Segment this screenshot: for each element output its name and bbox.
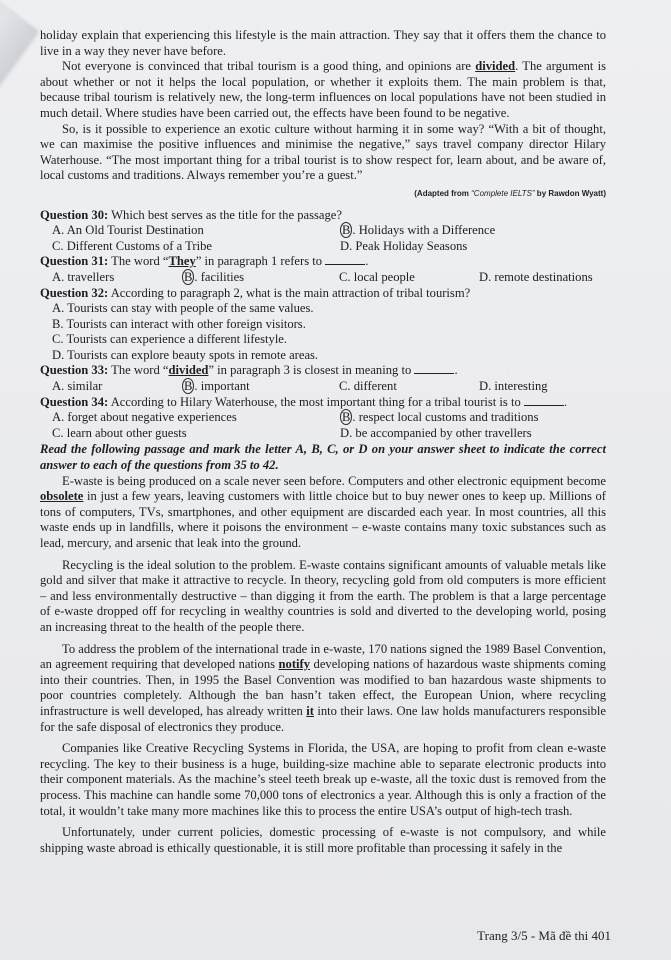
question-stem: According to Hilary Waterhouse, the most important thing for a tribal tourist is to <box>110 394 521 409</box>
passage2-paragraph-3 <box>40 642 606 736</box>
question-30-options <box>40 223 606 254</box>
hand-drawn-circle-mark: B <box>184 379 193 394</box>
option-d[interactable]: D. interesting <box>479 379 548 394</box>
question-label: Question 32: <box>40 285 109 300</box>
stem-part: The word “ <box>111 363 169 378</box>
question-32-options <box>40 301 606 363</box>
text-span: into their laws. One law holds manufacturers responsible for the safe disposal of electronics they produce. <box>40 703 606 734</box>
option-a[interactable]: A. An Old Tourist Destination <box>52 223 204 238</box>
question-34: Question 34: According to Hilary Waterhouse, the most important thing for a tribal tourist is to . <box>40 394 568 409</box>
stem-part: ” in paragraph 3 is closest in meaning to <box>208 363 412 378</box>
passage1-paragraph-2 <box>40 59 606 121</box>
option-a[interactable]: A. similar <box>52 379 103 394</box>
question-stem: Which best serves as the title for the passage? <box>111 207 342 222</box>
page-content <box>40 28 606 856</box>
question-label: Question 33: <box>40 363 109 378</box>
option-b-marked[interactable]: B . Holidays with a Difference <box>342 223 496 238</box>
answer-blank <box>414 363 454 374</box>
text-span: in just a few years, leaving customers with little choice but to buy newer ones to keep up. Millions of tons of computers, TVs, smartphones, and other equipment are discarded each year. In most countries, all this waste ends up in landfills, where it poisons the environment – e-waste contains many toxic substances such as lead, mercury, and arsenic that leak into the ground. <box>40 489 606 550</box>
underlined-word-obsolete: obsolete <box>40 489 84 504</box>
page-footer: Trang 3/5 - Mã đề thi 401 <box>477 928 611 943</box>
option-d[interactable]: D. Tourists can explore beauty spots in remote areas. <box>52 347 319 362</box>
option-b-marked[interactable]: B . facilities <box>184 269 245 284</box>
passage1-paragraph-3: So, is it possible to experience an exotic culture without harming it in some way? “With a bit of thought, we can maximise the positive influences and minimise the negative,” says travel company director Hilary Waterhouse. “The most important thing for a tribal tourist is to show respect for, learn about, and be aware of, local customs and traditions. Always remember you’re a guest.” <box>40 121 606 183</box>
page-fold-shadow <box>0 0 37 298</box>
question-34-options <box>40 410 606 441</box>
source-suffix: by Rawdon Wyatt) <box>534 188 606 198</box>
question-label: Question 30: <box>40 207 109 222</box>
option-c[interactable]: C. Tourists can experience a different lifestyle. <box>52 332 288 347</box>
option-d[interactable]: D. be accompanied by other travellers <box>340 425 532 440</box>
hand-drawn-circle-mark: B <box>342 410 351 425</box>
text-span: developing nations of hazardous waste shipments coming into their countries. Then, in 1995 the Basel Convention was modified to ban hazardous waste shipments to poor countries completely. Although the ban hasn’t taken effect, the European Union, where recycling infrastructure is well developed, has already written <box>40 657 606 718</box>
question-33-options <box>40 379 606 395</box>
source-prefix: (Adapted from <box>414 188 472 198</box>
passage2-paragraph-1 <box>40 474 606 552</box>
question-stem: According to paragraph 2, what is the main attraction of tribal tourism? <box>110 285 471 300</box>
question-label: Question 34: <box>40 394 109 409</box>
underlined-word-it: it <box>306 703 314 718</box>
option-b-marked[interactable]: B . important <box>184 379 250 394</box>
option-d[interactable]: D. Peak Holiday Seasons <box>340 238 468 253</box>
option-a[interactable]: A. forget about negative experiences <box>52 410 237 425</box>
hand-drawn-circle-mark: B <box>184 269 193 284</box>
option-b[interactable]: B. Tourists can interact with other foreign visitors. <box>52 316 306 331</box>
option-c[interactable]: C. local people <box>339 269 415 284</box>
option-c[interactable]: C. Different Customs of a Tribe <box>52 238 212 253</box>
answer-blank <box>325 254 365 265</box>
passage2-paragraph-5: Unfortunately, under current policies, domestic processing of e-waste is not compulsory, and while shipping waste abroad is ethically questionable, it is still more profitable than processing it safely in the <box>40 825 606 855</box>
question-label: Question 31: <box>40 254 109 269</box>
option-d[interactable]: D. remote destinations <box>479 269 593 284</box>
answer-blank <box>524 395 564 406</box>
passage2-paragraph-4: Companies like Creative Recycling Systems in Florida, the USA, are hoping to profit from clean e-waste recycling. The key to their business is a huge, building-size machine able to separate electronic products into their component materials. As the machine’s steel teeth break up e-waste, all the toxic dust is removed from the process. This machine can handle some 70,000 tons of electronics a year. Although this is only a fraction of the total, it wouldn’t take many more machines like this to process the entire USA’s output of high-tech trash. <box>40 741 606 818</box>
source-title: “Complete IELTS” <box>471 188 535 198</box>
text-span: Not everyone is convinced that tribal tourism is a good thing, and opinions are <box>62 59 476 74</box>
text-span: . The argument is about whether or not it helps the local population, or whether it exploits them. The main problem is that, because tribal tourism is relatively new, the long-term influences on local populations have not been studied in much detail. Where studies have been carried out, the effects have been found to be negative. <box>40 59 606 120</box>
question-32 <box>40 286 606 302</box>
stem-part: ” in paragraph 1 refers to <box>195 254 323 269</box>
option-a[interactable]: A. travellers <box>52 269 115 284</box>
option-b-marked[interactable]: B . respect local customs and traditions <box>342 410 539 425</box>
section-instruction: Read the following passage and mark the letter A, B, C, or D on your answer sheet to indicate the correct answer to each of the questions from 35 to 42. <box>40 442 606 473</box>
passage1-paragraph-1: holiday explain that experiencing this lifestyle is the main attraction. They say that it offers them the chance to live in a way they never have before. <box>40 28 606 58</box>
option-c[interactable]: C. different <box>339 379 397 394</box>
question-33: Question 33: The word “divided” in paragraph 3 is closest in meaning to . <box>40 363 458 378</box>
option-a[interactable]: A. Tourists can stay with people of the same values. <box>52 301 314 316</box>
passage2-paragraph-2: Recycling is the ideal solution to the problem. E-waste contains significant amounts of valuable metals like gold and silver that make it attractive to recycle. In theory, recycling gold from old computers is more efficient – and less environmentally destructive – than digging it from the earth. The problem is that a large percentage of e-waste dropped off for recycling in wealthy countries is sold and diverted to the developing world, posing an increasing threat to the health of the people there. <box>40 557 606 634</box>
source-citation <box>40 186 606 202</box>
underlined-word: divided <box>168 363 209 378</box>
question-31: Question 31: The word “They” in paragraph 1 refers to . <box>40 254 369 269</box>
stem-part: The word “ <box>111 254 169 269</box>
underlined-word-divided: divided <box>475 59 516 74</box>
option-c[interactable]: C. learn about other guests <box>52 425 187 440</box>
text-span: E-waste is being produced on a scale never seen before. Computers and other electronic equipment become <box>62 473 606 488</box>
underlined-word-notify: notify <box>278 657 311 672</box>
question-31-options <box>40 270 606 286</box>
hand-drawn-circle-mark: B <box>342 223 351 238</box>
text-span: To address the problem of the international trade in e-waste, 170 nations signed the 1989 Basel Convention, an agreement requiring that developed nations <box>40 641 606 672</box>
question-30 <box>40 208 606 224</box>
underlined-word: They <box>168 254 196 269</box>
